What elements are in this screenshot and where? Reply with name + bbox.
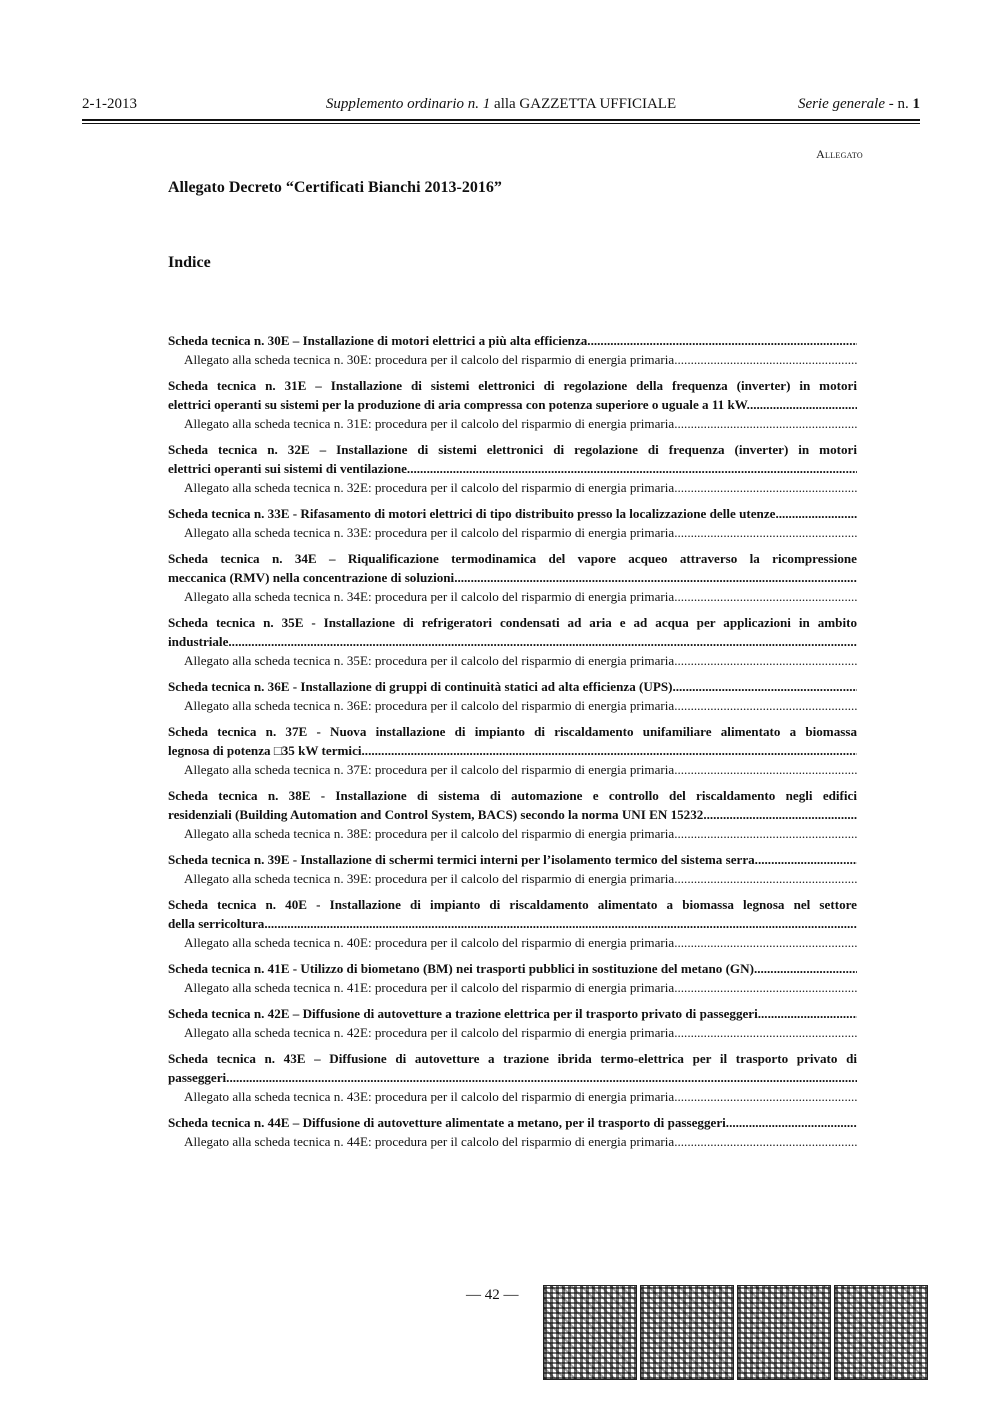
toc-entry[interactable] [168,895,857,952]
dot-leader [674,414,857,433]
toc-entry[interactable] [168,613,857,670]
index-heading: Indice [168,254,211,271]
toc-entry[interactable] [168,331,857,369]
header-series-sep: - n. [885,96,913,112]
dot-leader [674,350,857,369]
toc-entry-title[interactable] [168,741,857,760]
toc-entry-allegato-text: Allegato alla scheda tecnica n. 39E: procedura per il calcolo del risparmio di energia primaria [184,871,675,886]
dot-leader [674,1132,857,1151]
toc-entry-title-text: industriale [168,634,229,649]
allegato-label: Allegato [816,147,863,161]
dot-leader [591,331,857,350]
toc-entry-title-text: passeggeri. [168,1070,230,1085]
toc-entry-allegato[interactable] [168,1132,857,1151]
toc-entry-title[interactable] [168,1113,857,1132]
toc-entry-allegato-text: Allegato alla scheda tecnica n. 40E: procedura per il calcolo del risparmio di energia primaria [184,935,675,950]
toc-entry-title[interactable] [168,959,857,978]
toc-entry-title-text: Scheda tecnica n. 43E – Diffusione di autovetture a trazione ibrida termo-elettrica per il trasporto privato di [168,1051,857,1066]
dot-leader [779,504,857,523]
dot-leader [674,933,857,952]
toc-entry-title[interactable] [168,1049,857,1068]
toc-entry[interactable] [168,1004,857,1042]
header-date: 2-1-2013 [82,96,137,112]
toc-entry-title[interactable] [168,504,857,523]
dot-leader [457,568,857,587]
barcode-block [737,1285,831,1380]
toc-entry-title-text: Scheda tecnica n. 44E – Diffusione di autovetture alimentate a metano, per il trasporto di passeggeri. [168,1115,730,1130]
dot-leader [674,978,857,997]
dot-leader [674,1087,857,1106]
dot-leader [228,632,857,651]
dot-leader [674,587,857,606]
header-series-number: 1 [912,96,920,112]
toc-entry-title-text: Scheda tecnica n. 41E - Utilizzo di biometano (BM) nei trasporti pubblici in sostituzione del metano (GN) [168,961,754,976]
toc-entry-allegato-text: Allegato alla scheda tecnica n. 36E: procedura per il calcolo del risparmio di energia primaria [184,698,675,713]
toc-entry-title-text: legnosa di potenza □35 kW termici [168,743,362,758]
header-rule-thick [82,119,920,121]
toc-entry-title-text: Scheda tecnica n. 42E – Diffusione di autovetture a trazione elettrica per il trasporto privato di passeggeri. [168,1006,762,1021]
toc-entry-title-text: Scheda tecnica n. 35E - Installazione di refrigeratori condensati ad aria e ad acqua per applicazioni in ambito [168,615,857,630]
dot-leader [229,1068,857,1087]
toc-entry-title-text: meccanica (RMV) nella concentrazione di soluzioni. [168,570,458,585]
document-title: Allegato Decreto “Certificati Bianchi 2013-2016” [168,179,502,196]
toc-entry-title[interactable] [168,568,857,587]
toc-entry-title-text: Scheda tecnica n. 30E – Installazione di motori elettrici a più alta efficienza. [168,333,591,348]
dot-leader [674,478,857,497]
toc-entry-title[interactable] [168,395,857,414]
toc-entry-title-text: elettrici operanti su sistemi per la produzione di aria compressa con potenza superiore o uguale a 11 kW. [168,397,750,412]
toc-entry-title[interactable] [168,459,857,478]
toc-entry-allegato[interactable] [168,651,857,670]
toc-entry-title-text: della serricoltura [168,916,265,931]
toc-entry[interactable] [168,786,857,843]
toc-entry[interactable] [168,376,857,433]
dot-leader [362,741,857,760]
header-gazette: alla GAZZETTA UFFICIALE [490,96,677,112]
toc-entry-allegato-text: Allegato alla scheda tecnica n. 35E: procedura per il calcolo del risparmio di energia primaria [184,653,675,668]
dot-leader [674,523,857,542]
toc-entry-allegato[interactable] [168,350,857,369]
toc-entry-allegato-text: Allegato alla scheda tecnica n. 37E: procedura per il calcolo del risparmio di energia primaria [184,762,675,777]
header-series-name: Serie generale [797,96,885,112]
toc-entry-allegato-text: Allegato alla scheda tecnica n. 34E: procedura per il calcolo del risparmio di energia primaria [184,589,675,604]
toc-entry[interactable] [168,722,857,779]
toc-entry-title[interactable] [168,549,857,568]
toc-entry-allegato[interactable] [168,1023,857,1042]
toc-entry[interactable] [168,549,857,606]
toc-entry-allegato-text: Allegato alla scheda tecnica n. 33E: procedura per il calcolo del risparmio di energia primaria [184,525,675,540]
toc-entry[interactable] [168,959,857,997]
toc-entry-allegato[interactable] [168,414,857,433]
toc-entry-title[interactable] [168,632,857,651]
toc-entry-title[interactable] [168,786,857,805]
toc-entry-title[interactable] [168,1004,857,1023]
toc-entry[interactable] [168,1049,857,1106]
toc-entry-title-text: Scheda tecnica n. 36E - Installazione di gruppi di continuità statici ad alta efficienza (UPS) [168,679,673,694]
toc-entry-title[interactable] [168,376,857,395]
toc-entry-allegato-text: Allegato alla scheda tecnica n. 44E: procedura per il calcolo del risparmio di energia primaria [184,1134,675,1149]
toc-entry-title-text: Scheda tecnica n. 38E - Installazione di sistema di automazione e controllo del riscaldamento negli edifici [168,788,857,803]
header-rule-thin [82,123,920,124]
table-of-contents [168,331,857,1158]
toc-entry[interactable] [168,677,857,715]
toc-entry-allegato-text: Allegato alla scheda tecnica n. 30E: procedura per il calcolo del risparmio di energia primaria [184,352,675,367]
toc-entry-allegato[interactable] [168,869,857,888]
toc-entry-allegato-text: Allegato alla scheda tecnica n. 41E: procedura per il calcolo del risparmio di energia primaria [184,980,675,995]
header-supplement: Supplemento ordinario n. 1 [325,96,491,112]
toc-entry-title[interactable] [168,677,857,696]
dot-leader [410,459,857,478]
dot-leader [674,760,857,779]
toc-entry-title[interactable] [168,895,857,914]
toc-entry-title-text: elettrici operanti sui sistemi di ventilazione. [168,461,411,476]
dot-leader [729,1113,857,1132]
toc-entry-title-text: Scheda tecnica n. 31E – Installazione di sistemi elettronici di regolazione della frequenza (inverter) in motori [168,378,857,393]
dot-leader [674,824,857,843]
toc-entry-allegato[interactable] [168,933,857,952]
toc-entry-allegato[interactable] [168,1087,857,1106]
toc-entry-title[interactable] [168,1068,857,1087]
barcode-block [640,1285,734,1380]
dot-leader [674,651,857,670]
barcode-block [834,1285,928,1380]
toc-entry[interactable] [168,1113,857,1151]
toc-entry-allegato[interactable] [168,978,857,997]
dot-leader [703,805,857,824]
page-number: — 42 — [466,1287,519,1303]
dot-leader [264,914,857,933]
dot-leader [674,869,857,888]
header-series [798,96,920,113]
barcode-block [543,1285,637,1380]
toc-entry-title-text: residenziali (Building Automation and Control System, BACS) secondo la norma UNI EN 15232 [168,807,704,822]
toc-entry-title[interactable] [168,722,857,741]
dot-leader [674,696,857,715]
toc-entry-title-text: Scheda tecnica n. 33E - Rifasamento di motori elettrici di tipo distribuito presso la localizzazione delle utenze. [168,506,779,521]
toc-entry-title-text: Scheda tecnica n. 40E - Installazione di impianto di riscaldamento alimentato a biomassa legnosa nel settore [168,897,857,912]
dot-leader [674,1023,857,1042]
toc-entry-title-text: Scheda tecnica n. 34E – Riqualificazione termodinamica del vapore acqueo attraverso la ricompressione [168,551,857,566]
dot-leader [754,959,857,978]
toc-entry[interactable] [168,504,857,542]
toc-entry[interactable] [168,440,857,497]
dot-leader [672,677,857,696]
toc-entry-allegato[interactable] [168,587,857,606]
toc-entry-title-text: Scheda tecnica n. 37E - Nuova installazione di impianto di riscaldamento unifamiliare alimentato a biomassa [168,724,857,739]
page-header [82,96,920,116]
toc-entry-title-text: Scheda tecnica n. 32E – Installazione di sistemi elettronici di regolazione di frequenza (inverter) in motori [168,442,857,457]
toc-entry-allegato[interactable] [168,760,857,779]
toc-entry-title[interactable] [168,850,857,869]
dot-leader [761,1004,857,1023]
toc-entry-title-text: Scheda tecnica n. 39E - Installazione di schermi termici interni per l’isolamento termico del sistema serra. [168,852,758,867]
toc-entry-title[interactable] [168,805,857,824]
toc-entry-allegato[interactable] [168,478,857,497]
toc-entry-allegato-text: Allegato alla scheda tecnica n. 43E: procedura per il calcolo del risparmio di energia primaria [184,1089,675,1104]
toc-entry-title[interactable] [168,331,857,350]
toc-entry-allegato[interactable] [168,523,857,542]
toc-entry-allegato[interactable] [168,696,857,715]
dot-leader [758,850,857,869]
header-publication [82,96,920,113]
toc-entry-allegato-text: Allegato alla scheda tecnica n. 31E: procedura per il calcolo del risparmio di energia primaria [184,416,675,431]
toc-entry-title[interactable] [168,613,857,632]
toc-entry-allegato-text: Allegato alla scheda tecnica n. 38E: procedura per il calcolo del risparmio di energia primaria [184,826,675,841]
toc-entry[interactable] [168,850,857,888]
toc-entry-title[interactable] [168,914,857,933]
toc-entry-allegato-text: Allegato alla scheda tecnica n. 32E: procedura per il calcolo del risparmio di energia primaria [184,480,675,495]
toc-entry-allegato-text: Allegato alla scheda tecnica n. 42E: procedura per il calcolo del risparmio di energia primaria [184,1025,675,1040]
dot-leader [750,395,857,414]
toc-entry-title[interactable] [168,440,857,459]
toc-entry-allegato[interactable] [168,824,857,843]
